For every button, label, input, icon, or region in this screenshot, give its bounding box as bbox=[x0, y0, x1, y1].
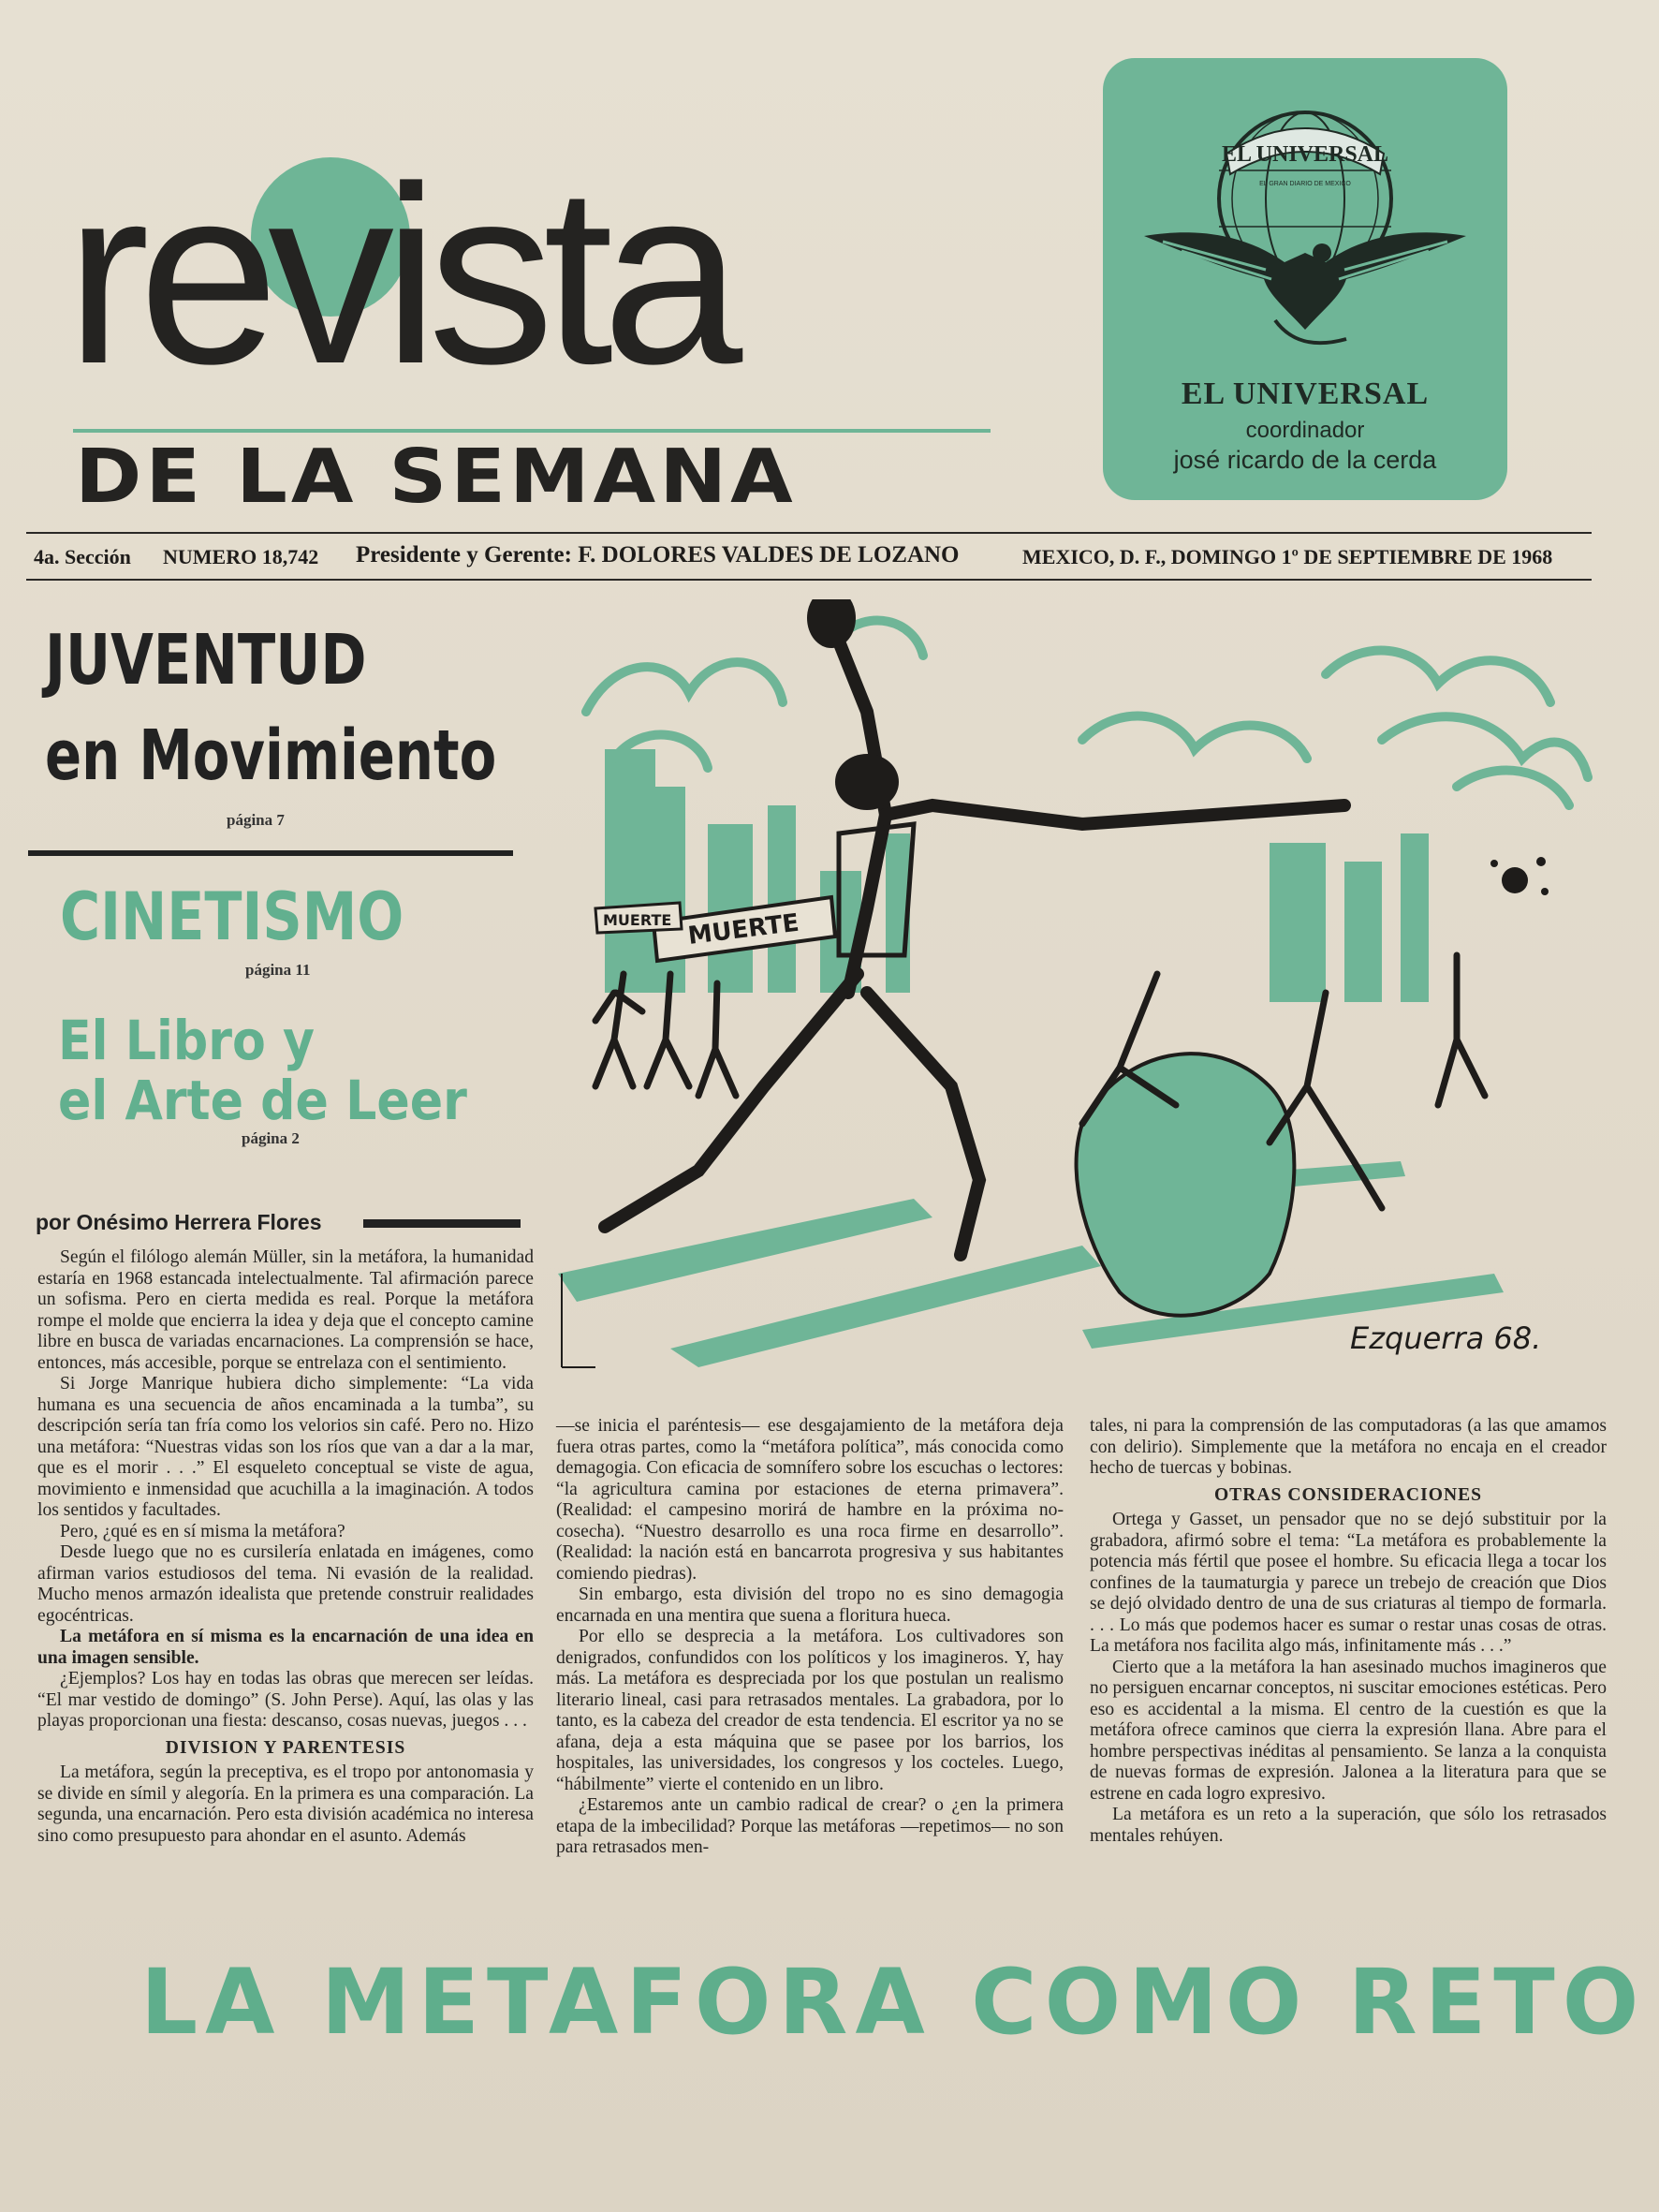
badge-person: josé ricardo de la cerda bbox=[1173, 446, 1437, 474]
paragraph: Pero, ¿qué es en sí misma la metáfora? bbox=[60, 1521, 345, 1541]
paragraph: Si Jorge Manrique hubiera dicho simplemente: “La vida humana es una secuencia de años encaminada a la tumba”, su descripción sería tan fría como los velorios sin café. Pero no. Hizo una metáfora: “Nuestras vidas son los ríos que van a dar a la mar, que es el morir . . .” El esqueleto conceptual se viste de agua, movimiento e inmensidad que acuchilla a la imaginación. A todos los sentidos y facultades. bbox=[37, 1374, 534, 1520]
artist-signature: Ezquerra 68. bbox=[1350, 1320, 1542, 1356]
paragraph: Por ello se desprecia a la metáfora. Los cultivadores son denigrados, confundidos con los políticos y los imagineros. Y, hay más. La metáfora es despreciada por los que postulan un realismo literario lineal, casi para retrasados mentales. La grabadora, por lo tanto, es la cabeza del creador de esta tendencia. El escritor ya no se afana, deja a esta máquina que se pasee por los barrios, los hospitales, las universidades, los congresos y los cocteles. Luego, “hábilmente” vierte el contenido en un libro. bbox=[556, 1627, 1064, 1794]
feature-cinetismo: CINETISMO bbox=[60, 878, 404, 955]
paragraph: Según el filólogo alemán Müller, sin la metáfora, la humanidad estaría en 1968 estancada intelectualmente. Tal afirmación parece un sofisma. Pero en cierta medida es real. Porque la metáfora rompe el molde que encierra la idea y deja que el concepto camine libre en busca de variadas encarnaciones. La comprensión se hace, entonces, más accesible, porque se entrelaza con el sentimiento. bbox=[37, 1247, 534, 1373]
issue-info-line bbox=[26, 532, 1592, 581]
feature-juventud-line2: en Movimiento bbox=[45, 715, 497, 796]
libro-page-ref: página 2 bbox=[242, 1129, 300, 1147]
banner-muerte-small bbox=[595, 903, 682, 933]
article-column-1 bbox=[37, 1247, 534, 1847]
article-title: LA METAFORA COMO RETO bbox=[140, 1950, 1647, 2055]
masthead-title: revista bbox=[66, 135, 732, 417]
article-column-2 bbox=[556, 1416, 1064, 1859]
subheading-otras: OTRAS CONSIDERACIONES bbox=[1213, 1484, 1483, 1505]
paragraph: La metáfora, según la preceptiva, es el tropo por antonomasia y se divide en símil y alegoría. En la primera es una comparación. La segunda, una encarnación. Pero esta división académica no interesa sino como presupuesto para ahondar en el asunto. Además bbox=[37, 1762, 534, 1846]
byline-rule bbox=[363, 1219, 521, 1228]
paragraph: Cierto que a la metáfora la han asesinado muchos imagineros que no persiguen encarnar conceptos, ni suscitar emociones estéticas. Pero eso es accidental a la misma. El centro de la cuestión es que la metáfora ofrece caminos que cierra la expresión llana. Abre para el hombre perspectivas inéditas al pensamiento. Se lanza a la conquista de nuevas formas de expresión. Jalonea a la literatura para que se estrene en cada logro expresivo. bbox=[1090, 1657, 1607, 1804]
thrown-rock bbox=[807, 599, 856, 648]
paragraph: —se inicia el paréntesis— ese desgajamiento de la metáfora deja fuera otras partes, como la “metáfora política”, más conocida como demagogia. Con eficacia de somnífero sobre los escuchas o lectores: “la agricultura camina por estaciones de eterna primavera”. (Realidad: el campesino morirá de hambre en la próxima no-cosecha). “Nuestro desarrollo es una roca firme en desarrollo”. (Realidad: la nación está en bancarrota progresiva y sus habitantes comiendo piedras). bbox=[556, 1416, 1064, 1584]
subheading-division: DIVISION Y PARENTESIS bbox=[165, 1737, 406, 1758]
cinetismo-page-ref: página 11 bbox=[245, 961, 311, 979]
globe-small-text: EL GRAN DIARIO DE MEXICO bbox=[1259, 181, 1351, 187]
masthead-subtitle: DE LA SEMANA bbox=[75, 434, 797, 521]
protest-illustration bbox=[558, 599, 1597, 1386]
globe-eagle-icon bbox=[1125, 96, 1485, 376]
place-date: MEXICO, D. F., DOMINGO 1º DE SEPTIEMBRE DE 1968 bbox=[1022, 545, 1553, 568]
el-universal-badge bbox=[1103, 58, 1507, 500]
juventud-page-ref: página 7 bbox=[227, 811, 285, 829]
kneeling-figure bbox=[1077, 1054, 1295, 1316]
paragraph: Sin embargo, esta división del tropo no es sino demagogia encarnada en una mentira que suena a floritura hueca. bbox=[556, 1585, 1064, 1626]
svg-text:MUERTE: MUERTE bbox=[603, 911, 672, 929]
paragraph: tales, ni para la comprensión de las computadoras (a las que amamos con delirio). Simplemente que la metáfora no encaja en el creador hecho de tuercas y bobinas. bbox=[1090, 1416, 1607, 1478]
paragraph: Desde luego que no es cursilería enlatada en imágenes, como afirman varios estudiosos del tema. Ni evasión de la realidad. Mucho menos armazón idealista que pretende construir realidades egocéntricas. bbox=[37, 1542, 534, 1626]
president-line: Presidente y Gerente: F. DOLORES VALDES DE LOZANO bbox=[356, 542, 960, 568]
left-divider bbox=[28, 850, 513, 856]
globe-text: EL UNIVERSAL bbox=[1221, 142, 1389, 167]
city-backdrop bbox=[605, 749, 1429, 1002]
article-column-3 bbox=[1090, 1416, 1607, 1847]
splash-mark bbox=[1490, 857, 1549, 895]
paragraph: La metáfora en sí misma es la encarnación de una idea en una imagen sensible. bbox=[37, 1627, 534, 1668]
article-byline: por Onésimo Herrera Flores bbox=[36, 1210, 322, 1234]
issue-number: NUMERO 18,742 bbox=[163, 545, 319, 568]
smoke-swirls bbox=[586, 621, 1588, 805]
paragraph: ¿Estaremos ante un cambio radical de crear? o ¿en la primera etapa de la imbecilidad? Porque las metáforas —repetimos— no son para retrasados men- bbox=[556, 1795, 1064, 1857]
masthead-rule bbox=[73, 429, 991, 433]
feature-juventud-line1: JUVENTUD bbox=[45, 620, 367, 700]
paragraph: ¿Ejemplos? Los hay en todas las obras que merecen ser leídas. “El mar vestido de domingo” (S. John Perse). Aquí, las olas y las playas proporcionan una fiesta: descanso, cosas nuevas, juegos . . . bbox=[37, 1669, 534, 1731]
paragraph: Ortega y Gasset, un pensador que no se dejó substituir por la grabadora, afirmó sobre el tema: “La metáfora es probablemente la potencia más fértil que posee el hombre. Su eficacia llega a tocar los confines de la taumaturgia y parece un trebejo de creación que Dios se dejó olvidado dentro de una de sus criaturas al tiempo de formarla. . . . Lo más que podemos hacer es sumar o restar unas cosas de otras. La metáfora nos facilita algo más, infinitamente más . . .” bbox=[1090, 1510, 1607, 1656]
svg-text:MUERTE: MUERTE bbox=[686, 908, 801, 951]
feature-libro-line1: El Libro y bbox=[58, 1009, 316, 1072]
paragraph: La metáfora es un reto a la superación, que sólo los retrasados mentales rehúyen. bbox=[1090, 1805, 1607, 1846]
figure-head bbox=[835, 754, 899, 810]
badge-role: coordinador bbox=[1245, 418, 1365, 443]
badge-name: EL UNIVERSAL bbox=[1181, 376, 1430, 411]
feature-libro-line2: el Arte de Leer bbox=[58, 1069, 467, 1132]
section-label: 4a. Sección bbox=[34, 545, 131, 568]
